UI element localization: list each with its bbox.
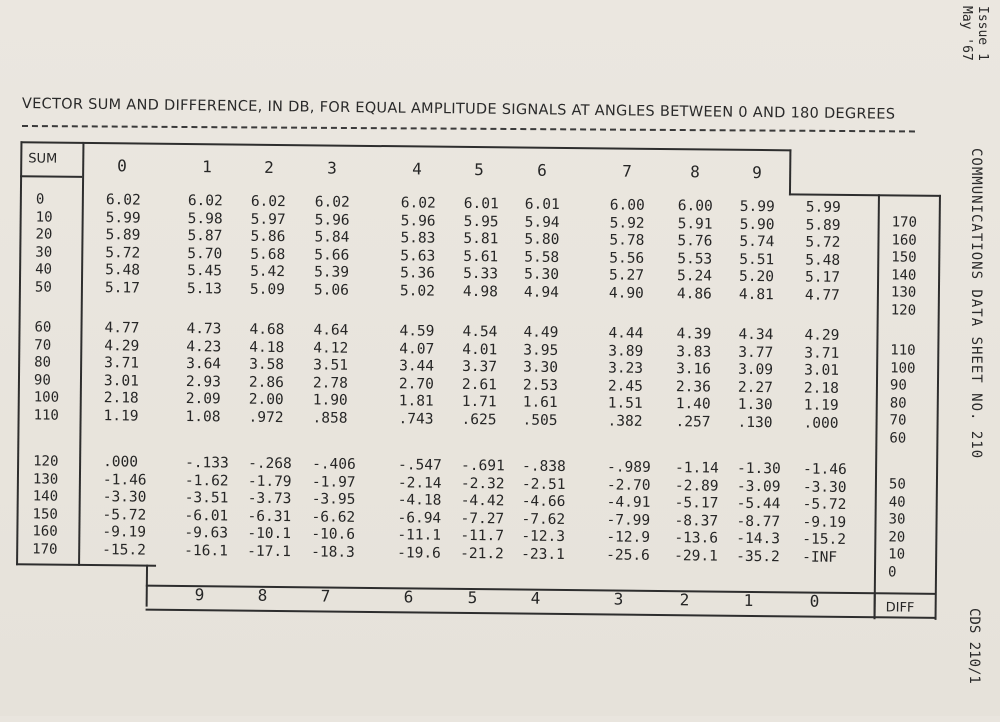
table-cell: .625 [461, 411, 497, 429]
table-cell: -1.30 [737, 460, 781, 478]
table-cell: 5.96 [400, 212, 436, 230]
table-cell: 2.09 [185, 391, 221, 408]
table-cell: 5.48 [805, 252, 841, 269]
table-cell: -7.27 [460, 510, 505, 528]
table-cell: 4.68 [249, 321, 285, 339]
sum-degree: 70 [34, 337, 52, 354]
table-cell: -5.72 [102, 506, 147, 524]
table-cell: -7.62 [521, 511, 566, 528]
table-cell: 5.72 [105, 244, 141, 262]
table-cell: 4.44 [608, 325, 644, 342]
table-cell: -.838 [522, 458, 566, 476]
table-cell: -12.9 [606, 529, 651, 547]
table-cell: 1.81 [398, 393, 434, 411]
table-cell: -13.6 [674, 530, 719, 547]
table-cell: 6.02 [314, 194, 350, 211]
table-cell: 2.53 [522, 377, 558, 394]
table-cell: 5.48 [105, 262, 141, 279]
table-rule [16, 141, 22, 565]
table-cell: 1.40 [675, 396, 711, 413]
table-cell: 5.76 [677, 233, 713, 250]
column-footer-2: 2 [679, 590, 690, 610]
table-cell: -3.30 [802, 479, 847, 496]
diff-degree: 70 [889, 412, 907, 429]
table-cell: 5.99 [805, 199, 841, 216]
table-cell: 4.34 [738, 326, 774, 344]
table-cell: 4.07 [399, 340, 435, 358]
column-footer-9: 9 [194, 585, 205, 605]
table-rule [789, 193, 941, 197]
column-header-2: 2 [264, 157, 274, 177]
table-cell: -11.7 [460, 528, 505, 545]
table-cell: 5.63 [400, 248, 436, 265]
table-cell: -3.51 [184, 490, 229, 507]
table-cell: 5.56 [609, 250, 645, 267]
column-footer-6: 6 [403, 587, 414, 607]
diff-degree: 40 [888, 493, 906, 511]
table-cell: -1.79 [247, 473, 292, 490]
table-cell: -5.17 [674, 495, 719, 512]
table-cell: 6.00 [609, 197, 645, 214]
table-cell: -INF [802, 549, 838, 566]
column-footer-8: 8 [257, 585, 268, 605]
table-cell: .000 [803, 415, 839, 432]
table-cell: 2.36 [675, 378, 711, 396]
table-cell: 2.78 [312, 375, 348, 392]
table-cell: 4.86 [676, 286, 712, 303]
table-cell: -14.3 [736, 531, 781, 548]
table-cell: 2.18 [803, 380, 839, 397]
table-title: VECTOR SUM AND DIFFERENCE, IN DB, FOR EQUAL AMPLITUDE SIGNALS AT ANGLES BETWEEN 0 AND 180 DEGREES [21, 96, 896, 123]
table-cell: 5.81 [463, 231, 499, 248]
table-cell: -8.77 [736, 513, 781, 531]
table-cell: 5.95 [463, 213, 499, 230]
table-cell: 4.01 [462, 341, 498, 358]
table-cell: -4.18 [397, 492, 442, 509]
table-cell: -3.95 [311, 491, 356, 508]
table-cell: 5.68 [250, 246, 286, 263]
table-cell: -23.1 [521, 546, 565, 564]
table-cell: -21.2 [460, 545, 504, 563]
table-rule [789, 149, 791, 195]
table-cell: -1.46 [102, 471, 147, 489]
sum-degree: 90 [33, 372, 51, 389]
diff-degree: 160 [891, 232, 917, 249]
sum-degree: 120 [33, 453, 59, 470]
table-cell: 5.61 [463, 248, 499, 266]
table-cell: 4.29 [804, 327, 840, 344]
column-footer-1: 1 [743, 590, 754, 610]
table-cell: 3.89 [608, 343, 644, 360]
sum-degree: 170 [32, 541, 58, 558]
table-cell: 5.27 [609, 267, 645, 285]
diff-degree: 20 [888, 529, 906, 546]
table-cell: -3.73 [247, 490, 292, 508]
sum-degree: 50 [34, 279, 52, 296]
table-cell: 5.92 [609, 215, 645, 232]
table-cell: 5.42 [250, 264, 286, 281]
table-cell: 5.13 [186, 281, 222, 298]
column-footer-4: 4 [530, 588, 541, 608]
table-cell: -19.6 [397, 545, 441, 562]
table-cell: 5.72 [805, 234, 841, 252]
table-cell: 6.02 [187, 193, 223, 210]
table-cell: 5.06 [313, 282, 349, 299]
diff-degree: 120 [890, 302, 917, 319]
table-cell: 6.01 [524, 196, 560, 213]
column-header-5: 5 [474, 160, 484, 180]
table-cell: 3.83 [676, 343, 712, 361]
table-cell: -1.46 [802, 461, 847, 478]
sum-degree: 130 [32, 471, 59, 488]
table-cell: 2.00 [248, 392, 284, 409]
table-rule [874, 194, 880, 619]
table-cell: 1.51 [607, 395, 643, 413]
table-cell: 5.84 [314, 229, 350, 246]
table-cell: -4.91 [606, 494, 651, 512]
table-cell: -12.3 [521, 528, 566, 546]
table-cell: -6.62 [311, 509, 356, 526]
table-cell: -2.14 [397, 474, 442, 492]
table-cell: -1.97 [311, 473, 356, 491]
table-cell: .743 [398, 411, 434, 428]
column-footer-7: 7 [320, 586, 331, 606]
issue-date: May '67 [959, 6, 974, 61]
table-cell: 4.64 [313, 322, 349, 339]
table-cell: 3.09 [738, 361, 774, 379]
table-cell: -6.31 [247, 508, 292, 525]
table-cell: 3.58 [249, 356, 285, 374]
table-cell: 1.61 [522, 394, 558, 412]
table-cell: 4.90 [608, 285, 644, 302]
table-cell: -29.1 [674, 548, 718, 565]
table-cell: -.406 [312, 456, 356, 473]
table-cell: -.691 [461, 457, 505, 475]
table-cell: 6.02 [250, 193, 286, 211]
table-cell: 5.30 [524, 266, 560, 284]
table-cell: 3.30 [523, 359, 559, 377]
table-cell: .000 [103, 454, 139, 471]
table-cell: -.268 [248, 455, 292, 473]
table-cell: -9.63 [184, 525, 229, 542]
diff-degree: 130 [890, 284, 917, 302]
table-cell: .505 [522, 412, 558, 429]
diff-degree: 100 [890, 359, 916, 377]
table-cell: 5.20 [739, 269, 775, 286]
table-cell: 2.93 [185, 373, 221, 391]
table-cell: -3.09 [736, 478, 781, 495]
sum-degree: 80 [34, 354, 52, 371]
table-cell: 3.71 [104, 355, 140, 372]
table-cell: -4.42 [460, 493, 505, 510]
column-header-0: 0 [117, 156, 127, 176]
table-cell: 5.89 [805, 217, 841, 234]
table-cell: 1.19 [103, 408, 139, 425]
table-cell: 5.96 [314, 211, 350, 229]
table-cell: 5.33 [463, 266, 499, 283]
column-header-9: 9 [752, 162, 762, 183]
table-cell: -.989 [607, 459, 651, 476]
sum-degree: 30 [35, 244, 53, 261]
table-cell: 5.97 [250, 211, 286, 228]
table-rule [20, 175, 82, 178]
table-cell: 5.98 [187, 210, 223, 227]
table-cell: -1.62 [184, 472, 229, 490]
table-cell: -15.2 [802, 531, 847, 549]
diff-degree: 60 [889, 430, 907, 447]
sum-label: SUM [28, 151, 58, 167]
data-sheet-series: COMMUNICATIONS DATA SHEET NO. 210 [968, 148, 984, 460]
table-cell: 3.37 [462, 359, 498, 376]
diff-degree: 50 [888, 476, 906, 493]
table-cell: -6.94 [397, 510, 442, 527]
table-cell: 3.44 [399, 358, 435, 375]
table-cell: -9.19 [802, 514, 847, 531]
table-cell: -9.19 [102, 524, 147, 542]
table-cell: -5.72 [802, 496, 847, 514]
table-cell: 2.27 [737, 379, 773, 396]
table-cell: -35.2 [736, 548, 780, 566]
table-cell: 1.90 [312, 392, 348, 410]
table-cell: -15.2 [102, 542, 146, 559]
table-cell: 5.89 [105, 227, 141, 244]
table-cell: 6.00 [677, 198, 713, 215]
table-cell: .858 [312, 410, 348, 427]
document-code: CDS 210/1 [966, 608, 982, 684]
table-rule [935, 195, 941, 620]
sum-degree: 140 [32, 488, 59, 505]
table-cell: 2.18 [103, 390, 139, 407]
table-cell: 6.02 [105, 192, 141, 209]
table-cell: 2.70 [398, 376, 434, 393]
column-header-8: 8 [690, 162, 700, 182]
sum-degree: 0 [35, 191, 45, 208]
diff-degree: 0 [887, 564, 897, 581]
table-cell: 5.53 [677, 250, 713, 268]
table-rule [20, 141, 791, 151]
table-cell: 5.94 [524, 214, 560, 231]
table-cell: .972 [248, 409, 284, 427]
table-cell: 3.01 [804, 362, 840, 380]
table-cell: 5.87 [187, 228, 223, 245]
table-cell: 3.95 [523, 342, 559, 359]
issue-number: Issue 1 [975, 6, 990, 61]
diff-degree: 170 [891, 214, 918, 231]
table-cell: 4.81 [738, 286, 774, 304]
table-cell: 5.70 [187, 245, 223, 263]
table-cell: 4.23 [186, 338, 222, 355]
sum-degree: 110 [33, 407, 59, 424]
table-cell: 4.98 [462, 283, 498, 301]
table-cell: 2.61 [461, 376, 497, 394]
table-cell: 5.09 [249, 281, 285, 299]
diff-degree: 90 [889, 377, 907, 394]
table-cell: 3.16 [676, 361, 712, 378]
table-cell: 3.71 [804, 345, 840, 362]
column-header-1: 1 [202, 157, 212, 177]
table-cell: 6.02 [400, 195, 436, 212]
table-cell: -10.1 [247, 526, 292, 543]
table-cell: 3.01 [103, 372, 139, 390]
table-cell: 5.74 [739, 234, 775, 251]
column-header-7: 7 [622, 161, 632, 181]
table-cell: 4.18 [249, 339, 285, 356]
table-cell: 4.49 [523, 324, 559, 341]
table-cell: 5.80 [524, 231, 560, 249]
table-cell: -2.51 [521, 476, 566, 493]
table-cell: 5.17 [104, 280, 140, 297]
diff-degree: 150 [891, 249, 917, 266]
table-cell: 3.77 [738, 344, 774, 361]
table-cell: 5.99 [105, 209, 141, 227]
column-header-6: 6 [537, 160, 547, 180]
table-cell: -7.99 [606, 512, 651, 529]
table-cell: 5.90 [739, 216, 775, 233]
diff-degree: 80 [889, 395, 907, 412]
table-cell: .257 [675, 414, 711, 431]
column-footer-0: 0 [809, 591, 820, 611]
column-footer-5: 5 [467, 587, 478, 608]
table-cell: 4.39 [676, 326, 712, 343]
table-rule [874, 594, 876, 618]
table-cell: 3.64 [186, 356, 222, 373]
table-cell: 3.51 [313, 357, 349, 374]
table-cell: 5.78 [609, 232, 645, 250]
table-cell: 4.12 [313, 339, 349, 357]
column-header-3: 3 [327, 158, 337, 178]
sum-degree: 160 [32, 523, 58, 541]
sum-degree: 10 [35, 209, 53, 226]
table-cell: 4.77 [104, 320, 140, 337]
table-cell: -2.70 [606, 477, 651, 494]
table-cell: -16.1 [184, 543, 228, 560]
table-cell: -.547 [398, 457, 442, 474]
table-cell: -8.37 [674, 512, 719, 530]
table-cell: 1.71 [461, 394, 497, 411]
column-footer-3: 3 [613, 589, 624, 609]
table-cell: -10.6 [311, 526, 356, 544]
table-cell: .130 [737, 414, 773, 432]
table-rule [16, 563, 156, 566]
table-cell: -11.1 [397, 527, 442, 545]
sum-degree: 20 [35, 226, 53, 243]
table-cell: -2.32 [460, 475, 505, 492]
table-cell: -6.01 [184, 507, 229, 525]
table-cell: 4.94 [523, 284, 559, 301]
table-cell: 4.54 [462, 323, 498, 341]
sum-degree: 100 [33, 389, 60, 407]
table-cell: -1.14 [675, 460, 719, 477]
table-cell: -25.6 [606, 547, 650, 564]
table-cell: 5.86 [250, 228, 286, 246]
table-cell: 3.23 [608, 360, 644, 377]
table-cell: 6.01 [463, 195, 499, 213]
table-cell: -18.3 [311, 544, 355, 561]
table-cell: 5.58 [524, 249, 560, 266]
table-cell: 5.51 [739, 251, 775, 268]
table-cell: -2.89 [674, 477, 719, 495]
table-cell: 5.17 [805, 269, 841, 287]
table-cell: 5.99 [739, 198, 775, 216]
diff-degree: 30 [888, 511, 906, 528]
table-cell: 1.19 [803, 397, 839, 415]
table-cell: 4.59 [399, 323, 435, 340]
diff-degree: 140 [891, 267, 917, 284]
table-cell: 5.36 [400, 265, 436, 283]
table-cell: 5.39 [314, 264, 350, 282]
diff-degree: 110 [890, 342, 916, 359]
table-rule [78, 142, 84, 566]
table-cell: 5.83 [400, 230, 436, 247]
table-cell: 4.77 [804, 287, 840, 304]
diff-degree: 10 [888, 546, 906, 563]
table-cell: 5.24 [677, 268, 713, 285]
table-cell: 5.02 [399, 283, 435, 300]
table-cell: 4.29 [104, 337, 140, 355]
table-cell: -3.30 [102, 489, 147, 506]
table-cell: 5.66 [314, 247, 350, 264]
table-cell: 2.45 [607, 378, 643, 395]
table-cell: 1.30 [737, 397, 773, 414]
sum-degree: 150 [32, 506, 58, 523]
table-cell: 1.08 [185, 409, 221, 426]
diff-label: DIFF [885, 600, 915, 616]
table-cell: -.133 [185, 455, 229, 472]
table-cell: 5.45 [187, 263, 223, 280]
table-cell: -4.66 [521, 493, 566, 511]
table-cell: 4.73 [186, 321, 222, 338]
table-cell: 5.91 [677, 215, 713, 233]
table-cell: -17.1 [247, 543, 291, 561]
sum-degree: 40 [35, 261, 53, 279]
column-header-4: 4 [412, 159, 422, 179]
table-cell: -5.44 [736, 495, 781, 513]
table-cell: .382 [607, 413, 643, 430]
sum-degree: 60 [34, 319, 52, 336]
table-cell: 2.86 [248, 374, 284, 391]
